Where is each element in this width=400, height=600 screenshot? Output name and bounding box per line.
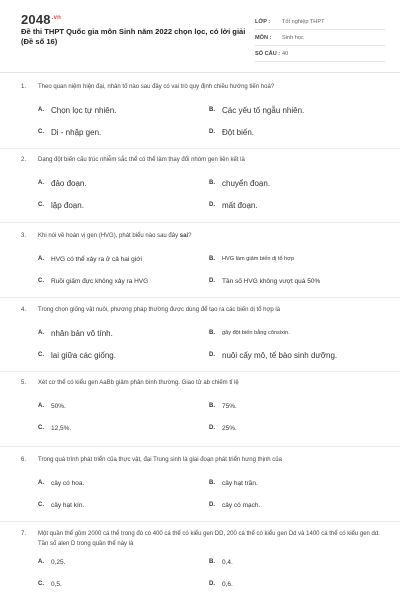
question-5 [21,378,381,439]
meta-key: SỐ CÂU : [255,50,281,57]
option-letter: C. [38,202,44,208]
answer-option-d[interactable] [209,344,380,366]
option-text: mất đoạn. [222,200,258,210]
question-text [21,231,381,241]
answer-option-d[interactable] [209,417,380,439]
answer-option-d[interactable] [209,494,380,516]
question-divider [0,446,400,447]
answer-option-d[interactable] [209,270,380,292]
meta-value: Tốt nghiệp THPT [282,18,325,25]
option-letter: C. [38,425,44,431]
option-letter: D. [209,425,215,431]
answer-option-d[interactable] [209,573,380,595]
question-body: Xét cơ thể có kiểu gen AaBb giảm phân bình thường. Giao tử ab chiếm tỉ lệ [38,380,239,386]
question-text [21,305,381,315]
question-divider [0,297,400,298]
option-letter: C. [38,581,44,587]
option-letter: A. [38,256,44,262]
meta-count-row [255,46,385,62]
answer-option-c[interactable] [38,494,209,516]
option-letter: A. [38,559,44,565]
exam-meta [255,14,385,62]
question-number: 2. [21,157,27,163]
option-text: 25%. [222,424,237,432]
question-body: Dạng đột biến cấu trúc nhiễm sắc thể có thể làm thay đổi nhóm gen liên kết là [38,157,245,163]
option-letter: B. [209,107,215,113]
question-end: ? [188,233,192,239]
option-letter: D. [209,581,215,587]
option-text: Chọn lọc tự nhiên. [51,105,117,115]
option-letter: A. [38,480,44,486]
meta-subject-row [255,30,385,46]
option-text: cây có hoa. [51,479,85,487]
option-letter: B. [209,180,215,186]
answer-option-c[interactable] [38,194,209,216]
question-body: Theo quan niệm hiện đại, nhân tố nào sau đây có vai trò quy định chiều hướng tiến hoá? [38,84,275,90]
question-7 [21,529,381,595]
option-letter: C. [38,352,44,358]
option-text: Các yếu tố ngẫu nhiên. [222,105,305,115]
option-text: nuôi cấy mô, tế bào sinh dưỡng. [222,350,338,360]
answer-option-c[interactable] [38,417,209,439]
question-emphasis: sai [179,233,189,239]
answer-option-b[interactable] [209,248,380,270]
option-letter: A. [38,330,44,336]
answer-option-a[interactable] [38,172,209,194]
question-number: 7. [21,531,27,537]
answer-option-c[interactable] [38,270,209,292]
option-letter: D. [209,129,215,135]
answer-option-c[interactable] [38,573,209,595]
answer-option-d[interactable] [209,121,380,143]
answer-option-b[interactable] [209,172,380,194]
option-letter: D. [209,202,215,208]
answer-options [38,395,381,439]
option-letter: D. [209,278,215,284]
option-letter: A. [38,180,44,186]
answer-options [38,99,381,143]
answer-option-a[interactable] [38,99,209,121]
question-text [21,378,381,388]
answer-options [38,322,381,366]
answer-option-c[interactable] [38,344,209,366]
option-text: HVG có thể xảy ra ở cả hai giới [51,255,142,263]
meta-value: 40 [282,50,289,57]
question-body: Trong chọn giống vật nuôi, phương pháp thường được dùng để tạo ra các biến dị tổ hợp là [38,307,281,313]
answer-options [38,472,381,516]
option-letter: C. [38,129,44,135]
meta-value: Sinh học [282,34,304,41]
question-number: 1. [21,84,27,90]
answer-option-b[interactable] [209,472,380,494]
option-text: 75%. [222,402,237,410]
answer-option-c[interactable] [38,121,209,143]
option-text: Đột biến. [222,127,255,137]
option-letter: C. [38,278,44,284]
meta-key: MÔN : [255,34,272,41]
option-letter: B. [209,256,215,262]
option-letter: B. [209,330,215,336]
option-text: lặp đoạn. [51,200,84,210]
option-letter: D. [209,352,215,358]
logo-text: 2048 [21,12,51,27]
question-number: 4. [21,307,27,313]
option-text: Ruồi giấm đực không xảy ra HVG [51,277,149,285]
option-text: cây hạt trần. [222,479,258,487]
option-letter: C. [38,502,44,508]
question-text [21,82,381,92]
question-number: 3. [21,233,27,239]
option-text: gây đột biến bằng cônsixin. [222,330,290,336]
option-letter: B. [209,403,215,409]
question-body-text: Khi nói về hoán vị gen (HVG), phát biểu nào sau đây [38,233,179,239]
question-divider [0,521,400,522]
option-text: chuyển đoạn. [222,178,271,188]
answer-option-a[interactable] [38,395,209,417]
answer-option-a[interactable] [38,248,209,270]
option-letter: A. [38,403,44,409]
option-text: 0,4. [222,558,233,566]
option-text: 0,6. [222,580,233,588]
site-logo[interactable] [21,12,61,27]
option-text: 50%. [51,402,66,410]
answer-option-b[interactable] [209,395,380,417]
option-text: đảo đoạn. [51,178,87,188]
question-text [21,455,381,465]
question-text [21,155,381,165]
option-text: 0,5. [51,580,62,588]
answer-option-b[interactable] [209,99,380,121]
question-1 [21,82,381,143]
logo-suffix: .vn [51,14,62,21]
option-text: Tần số HVG không vượt quá 50% [222,277,321,285]
option-text: 12,5%. [51,424,72,432]
option-text: 0,25. [51,558,66,566]
answer-option-a[interactable] [38,472,209,494]
meta-class-row [255,14,385,30]
option-text: nhân bản vô tính. [51,328,113,338]
option-text: HVG làm giảm biến dị tổ hợp [222,256,295,262]
option-text: cây hạt kín. [51,501,85,509]
answer-option-b[interactable] [209,551,380,573]
question-divider [0,222,400,223]
option-letter: A. [38,107,44,113]
question-body [38,231,381,241]
answer-options [38,172,381,216]
question-number: 5. [21,380,27,386]
option-text: Di - nhập gen. [51,127,102,137]
exam-header [0,0,400,73]
answer-option-b[interactable] [209,322,380,344]
question-number: 6. [21,457,27,463]
question-text [21,529,381,549]
answer-option-d[interactable] [209,194,380,216]
option-letter: D. [209,502,215,508]
option-text: cây có mạch. [222,501,261,509]
question-2 [21,155,381,216]
question-4 [21,305,381,366]
answer-option-a[interactable] [38,322,209,344]
question-body: Một quần thể gồm 2000 cá thể trong đó có 400 cá thể có kiểu gen DD, 200 cá thể có kiểu gen Dd và 1400 cá thể có kiểu gen dd. Tần số alen D trong quần thể này là [38,531,380,547]
option-text: lai giữa các giống. [51,350,116,360]
question-3 [21,231,381,292]
question-divider [0,148,400,149]
meta-key: LỚP : [255,18,271,25]
question-6 [21,455,381,516]
question-body: Trong quá trình phát triển của thực vật, đại Trung sinh là giai đoạn phát triển hưng thịnh của [38,457,282,463]
exam-title: Đề thi THPT Quốc gia môn Sinh năm 2022 chọn lọc, có lời giải (Đề số 16) [21,27,246,46]
question-divider [0,371,400,372]
answer-options [38,551,381,595]
option-letter: B. [209,480,215,486]
option-letter: B. [209,559,215,565]
answer-option-a[interactable] [38,551,209,573]
answer-options [38,248,381,292]
